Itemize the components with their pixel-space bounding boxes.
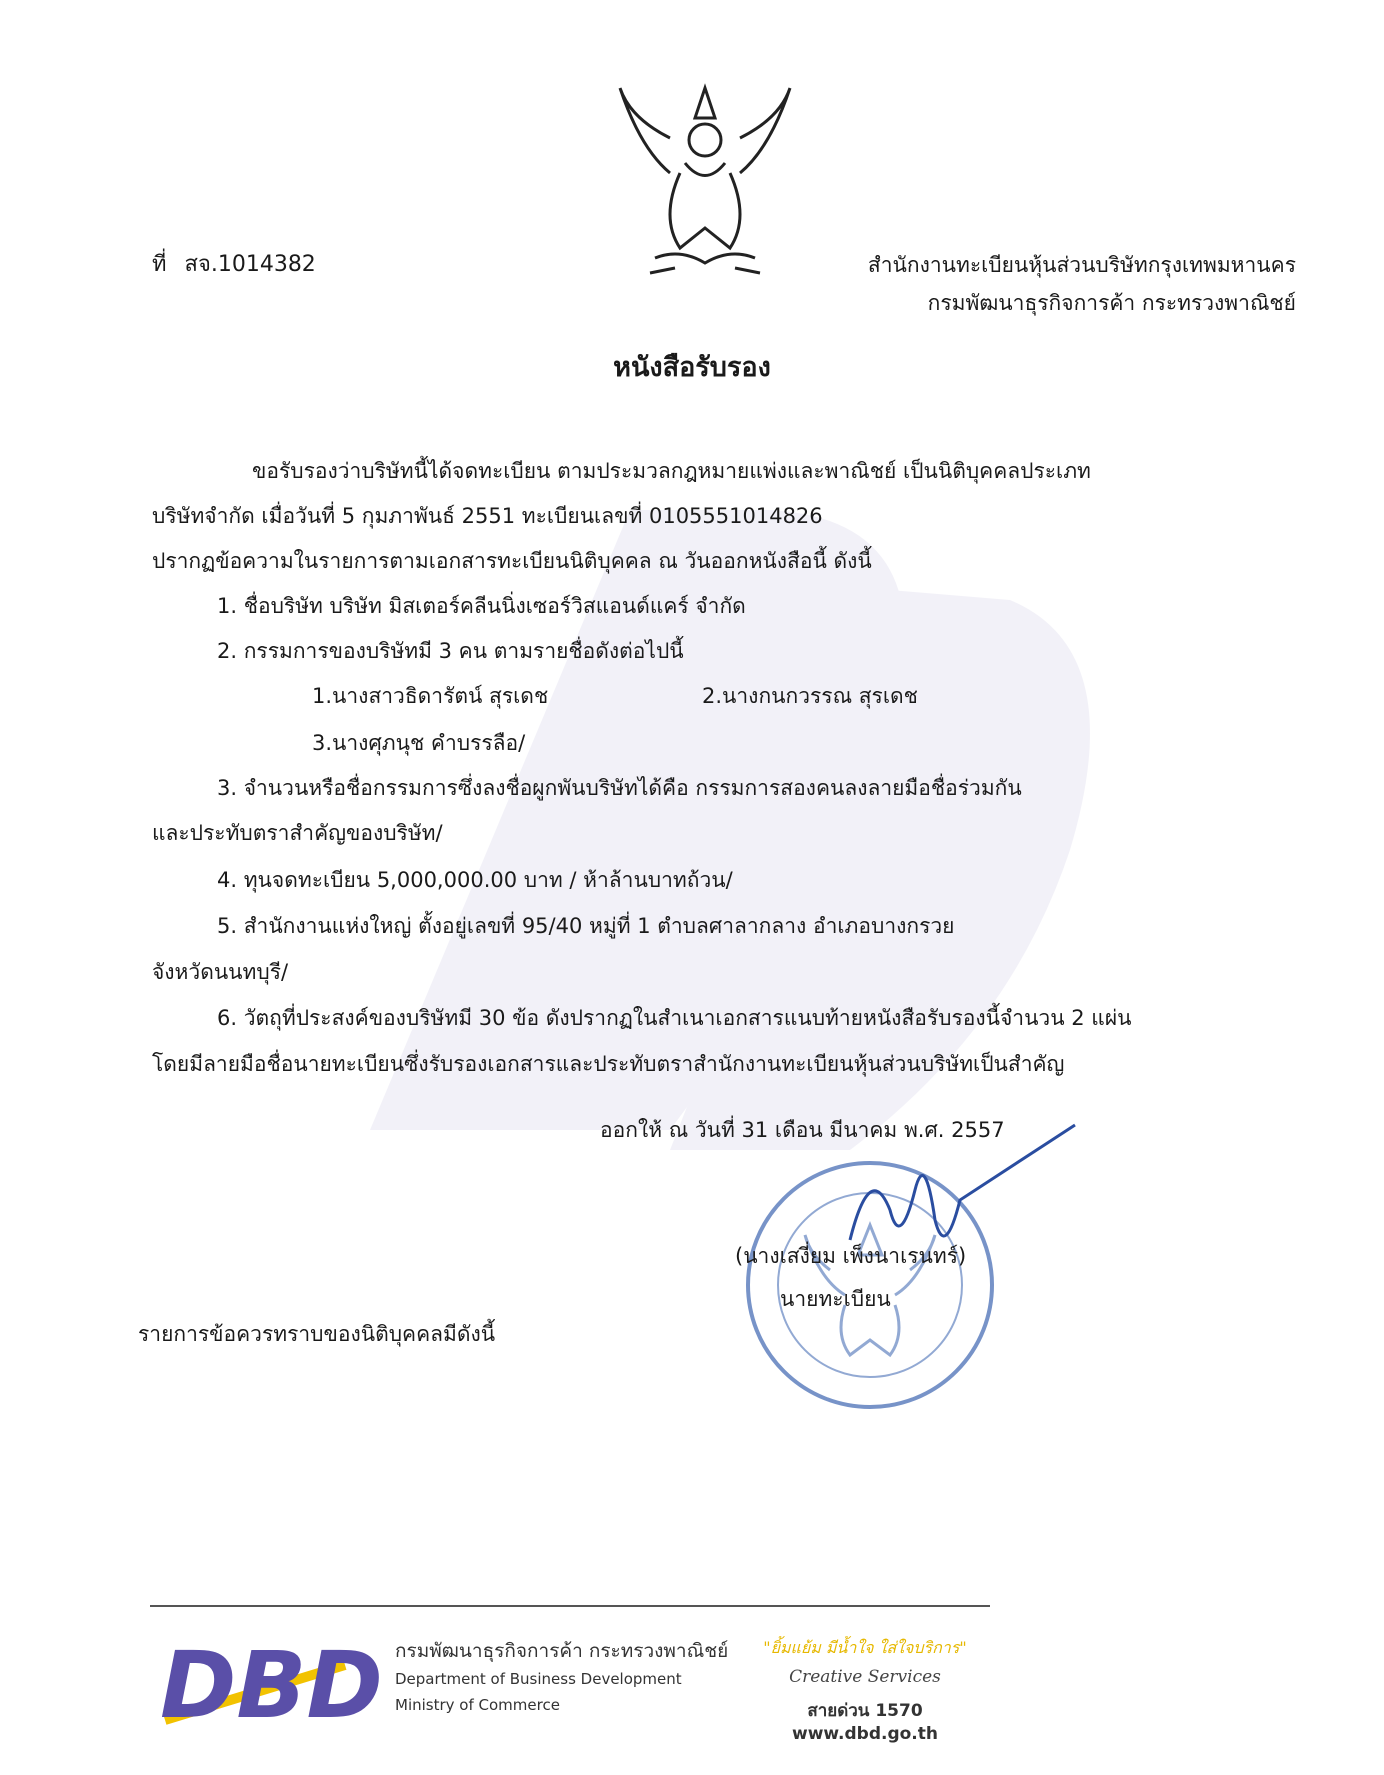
- item-capital: 4. ทุนจดทะเบียน 5,000,000.00 บาท / ห้าล้านบาทถ้วน/: [217, 868, 733, 892]
- reference-code: สจ.1014382: [184, 252, 316, 277]
- registrar-name: (นางเสงี่ยม เพ็งนาเรนทร์): [735, 1244, 967, 1268]
- reference-prefix: ที่: [152, 252, 167, 277]
- ministry-name: Ministry of Commerce: [395, 1696, 560, 1714]
- org-name-thai: กรมพัฒนาธุรกิจการค้า กระทรวงพาณิชย์: [395, 1640, 729, 1662]
- director-name: 3.นางศุภนุช คำบรรลือ/: [312, 731, 526, 755]
- paragraph-line: จังหวัดนนทบุรี/: [152, 960, 289, 984]
- document-title: หนังสือรับรอง: [613, 352, 771, 383]
- dbd-logo-icon: [155, 1625, 385, 1735]
- hotline-link[interactable]: สายด่วน 1570 www.dbd.go.th: [792, 1701, 938, 1744]
- paragraph-line: และประทับตราสำคัญของบริษัท/: [152, 821, 443, 845]
- paragraph-line: บริษัทจำกัด เมื่อวันที่ 5 กุมภาพันธ์ 2551 ทะเบียนเลขที่ 0105551014826: [152, 504, 823, 528]
- footer-contact: [755, 1636, 975, 1744]
- notice-heading: รายการข้อควรทราบของนิติบุคคลมีดังนี้: [138, 1322, 496, 1346]
- director-name: 1.นางสาวธิดารัตน์ สุรเดช: [312, 684, 549, 708]
- creative-services: Creative Services: [789, 1667, 941, 1687]
- issue-date: ออกให้ ณ วันที่ 31 เดือน มีนาคม พ.ศ. 2557: [600, 1118, 1005, 1142]
- dbd-logo-text: DBD: [160, 1632, 383, 1735]
- paragraph-line: โดยมีลายมือชื่อนายทะเบียนซึ่งรับรองเอกสารและประทับตราสำนักงานทะเบียนหุ้นส่วนบริษัทเป็นสำคัญ: [152, 1052, 1065, 1076]
- reference-number: [152, 246, 334, 281]
- footer-divider: [150, 1605, 990, 1607]
- item-head-office: 5. สำนักงานแห่งใหญ่ ตั้งอยู่เลขที่ 95/40 หมู่ที่ 1 ตำบลศาลากลาง อำเภอบางกรวย: [217, 914, 955, 938]
- office-line-2: กรมพัฒนาธุรกิจการค้า กระทรวงพาณิชย์: [927, 291, 1296, 315]
- org-name-english: Department of Business Development: [395, 1670, 682, 1688]
- item-company-name: 1. ชื่อบริษัท บริษัท มิสเตอร์คลีนนิ่งเซอร์วิสแอนด์แคร์ จำกัด: [217, 594, 746, 618]
- item-directors: 2. กรรมการของบริษัทมี 3 คน ตามรายชื่อดังต่อไปนี้: [217, 639, 684, 663]
- paragraph-line: ปรากฏข้อความในรายการตามเอกสารทะเบียนนิติบุคคล ณ วันออกหนังสือนี้ ดังนี้: [152, 549, 872, 573]
- director-name: 2.นางกนกวรรณ สุรเดช: [702, 684, 918, 708]
- issuing-office: [868, 246, 1296, 322]
- registrar-title: นายทะเบียน: [780, 1287, 891, 1311]
- paragraph-line: ขอรับรองว่าบริษัทนี้ได้จดทะเบียน ตามประมวลกฎหมายแพ่งและพาณิชย์ เป็นนิติบุคคลประเภท: [252, 459, 1091, 483]
- service-motto: "ยิ้มแย้ม มีน้ำใจ ใส่ใจบริการ": [763, 1638, 967, 1657]
- office-line-1: สำนักงานทะเบียนหุ้นส่วนบริษัทกรุงเทพมหานคร: [867, 253, 1296, 277]
- item-signing-authority: 3. จำนวนหรือชื่อกรรมการซึ่งลงชื่อผูกพันบริษัทได้คือ กรรมการสองคนลงลายมือชื่อร่วมกัน: [217, 776, 1022, 800]
- item-objectives: 6. วัตถุที่ประสงค์ของบริษัทมี 30 ข้อ ดังปรากฏในสำเนาเอกสารแนบท้ายหนังสือรับรองนี้จำนวน 2 แผ่น: [217, 1006, 1132, 1030]
- garuda-emblem-icon: [610, 78, 800, 288]
- footer-organization: [395, 1636, 728, 1718]
